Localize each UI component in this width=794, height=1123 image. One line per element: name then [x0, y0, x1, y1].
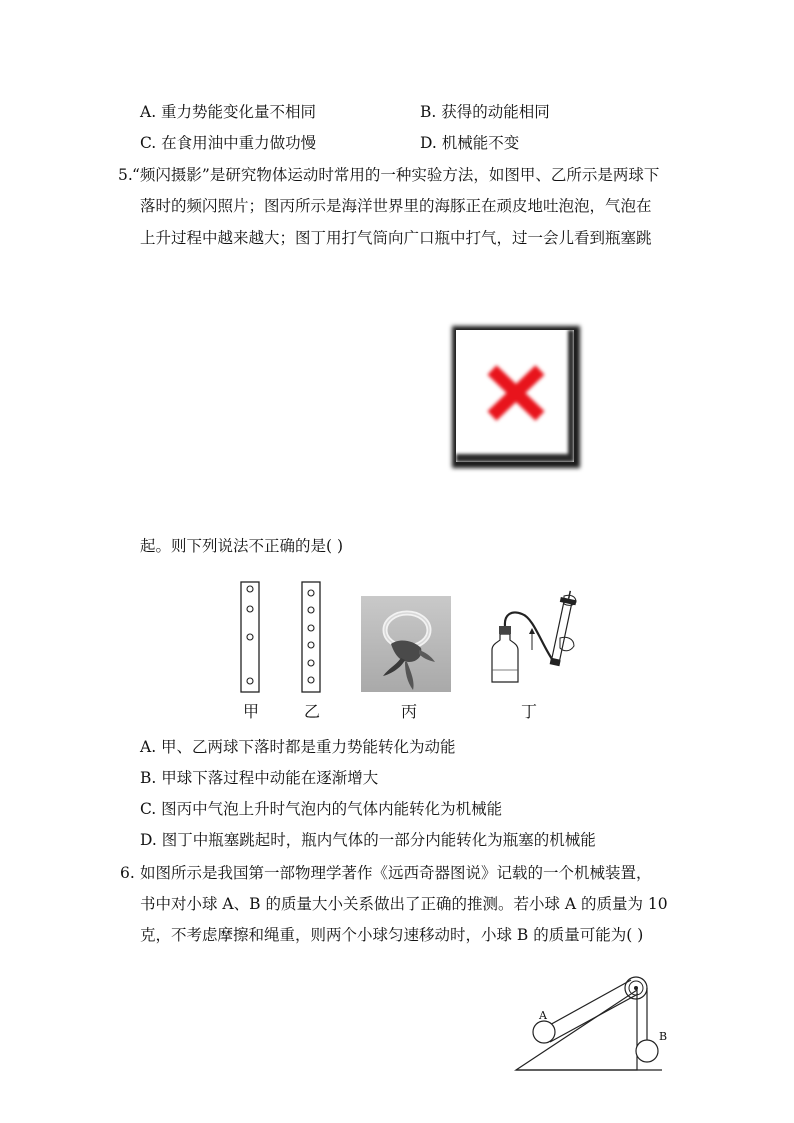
figure-bing-dolphin-photo	[361, 596, 451, 692]
q5-line1: “频闪摄影”是研究物体运动时常用的一种实验方法，如图甲、乙所示是两球下	[132, 166, 660, 184]
q5-line2: 落时的频闪照片；图丙所示是海洋世界里的海豚正在顽皮地吐泡泡，气泡在	[140, 197, 652, 215]
q5-option-d: D. 图丁中瓶塞跳起时，瓶内气体的一部分内能转化为瓶塞的机械能	[140, 831, 596, 849]
q5-number: 5.	[118, 166, 133, 184]
q5-line3: 上升过程中越来越大；图丁用打气筒向广口瓶中打气，过一会儿看到瓶塞跳	[140, 229, 652, 247]
figure-ding-pump-bottle	[484, 590, 584, 686]
q5-option-c: C. 图丙中气泡上升时气泡内的气体内能转化为机械能	[140, 800, 503, 818]
q4-option-a: A. 重力势能变化量不相同	[140, 103, 317, 121]
broken-image-icon	[452, 326, 580, 468]
figure-label-ding: 丁	[521, 702, 538, 721]
q4-option-c: C. 在食用油中重力做功慢	[140, 134, 317, 152]
q6-line3: 克，不考虑摩擦和绳重，则两个小球匀速移动时，小球 B 的质量可能为( )	[140, 926, 644, 944]
figure-label-jia: 甲	[243, 702, 260, 721]
q4-option-d: D. 机械能不变	[420, 134, 520, 152]
q5-line4: 起。则下列说法不正确的是( )	[140, 537, 344, 555]
figure-yi-strobe	[301, 581, 321, 693]
figure-label-bing: 丙	[401, 702, 418, 721]
q5-option-b: B. 甲球下落过程中动能在逐渐增大	[140, 769, 379, 787]
q6-line1: 如图所示是我国第一部物理学著作《远西奇器图说》记载的一个机械装置，	[140, 864, 652, 882]
incline-pulley-figure	[512, 972, 672, 1072]
q6-line2: 书中对小球 A、B 的质量大小关系做出了正确的推测。若小球 A 的质量为 10	[140, 895, 668, 913]
q4-option-b: B. 获得的动能相同	[420, 103, 550, 121]
ball-label-a: A	[539, 1009, 547, 1022]
broken-image-placeholder	[452, 326, 580, 468]
figure-jia-strobe	[240, 581, 260, 693]
ball-label-b: B	[659, 1030, 668, 1043]
q5-option-a: A. 甲、乙两球下落时都是重力势能转化为动能	[140, 738, 456, 756]
figure-label-yi: 乙	[304, 702, 321, 721]
q6-number: 6.	[120, 864, 135, 882]
